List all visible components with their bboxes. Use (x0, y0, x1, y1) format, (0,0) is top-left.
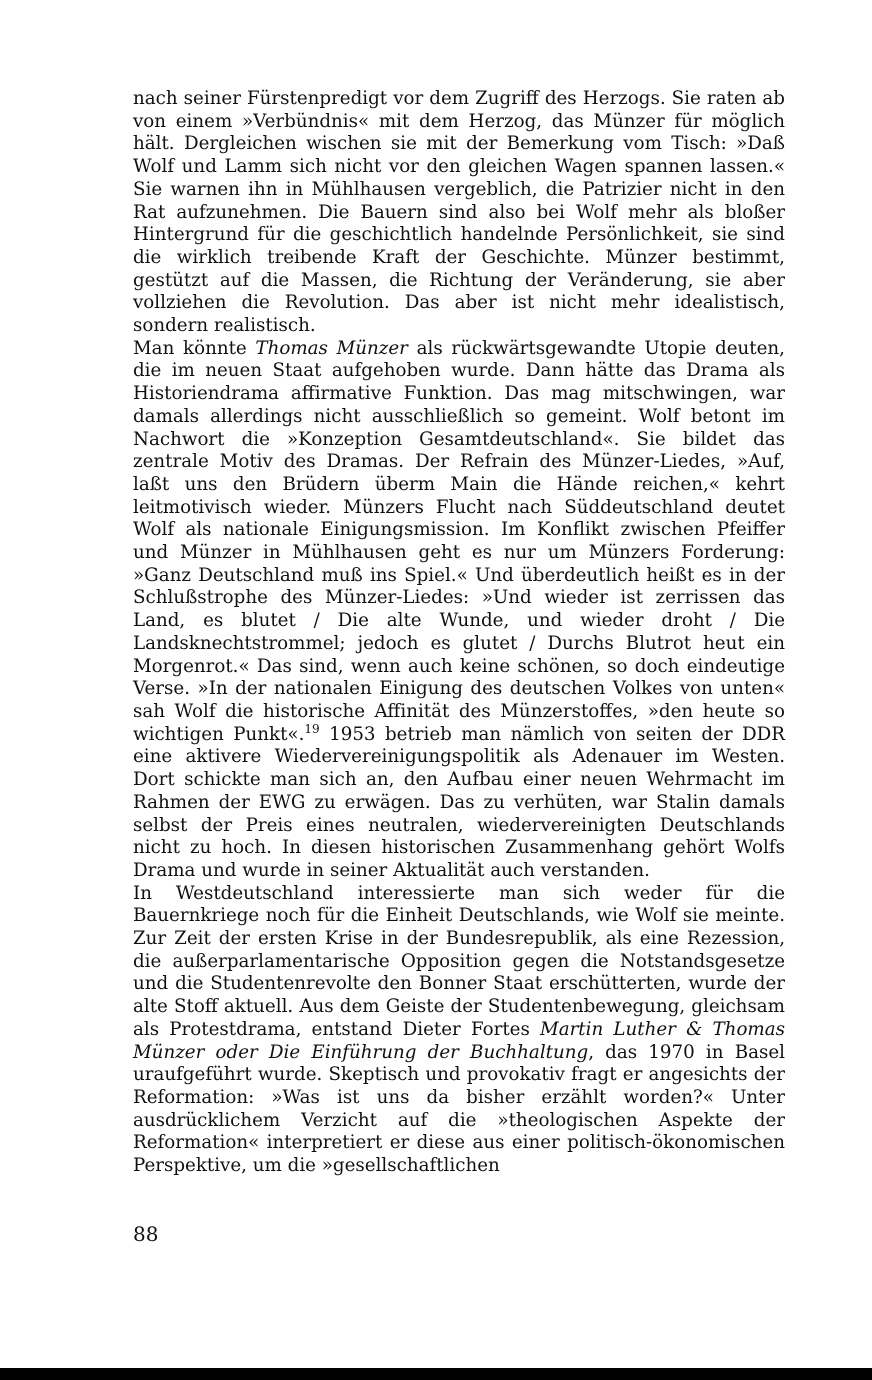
text-segment: , das 1970 in Basel uraufgeführt wurde. Skeptisch und provokativ fragt er angesichts der Reformation: »Was ist uns da bisher erzählt worden?« Unter ausdrücklichem Verzicht auf die »theologischen Aspekte der Reformation« interpretiert er diese aus einer politisch-ökonomischen Perspektive, um die »gesellschaftlichen (133, 1041, 786, 1177)
body-text (133, 88, 785, 1178)
paragraph (133, 88, 785, 338)
text-segment: 1953 betrieb man nämlich von seiten der DDR eine aktivere Wiedervereinigungspolitik als Adenauer im Westen. Dort schickte man sich an, den Aufbau einer neuen Wehrmacht im Rahmen der EWG zu erwägen. Das zu verhüten, war Stalin damals selbst der Preis eines neutralen, wiedervereinigten Deutschlands nicht zu hoch. In diesen historischen Zusammenhang gehört Wolfs Drama und wurde in seiner Aktualität auch verstanden. (133, 723, 785, 881)
page-number: 88 (133, 1222, 159, 1246)
text-segment: In Westdeutschland interessierte man sich weder für die Bauernkriege noch für die Einheit Deutschlands, wie Wolf sie meinte. Zur Zeit der ersten Krise in der Bundesrepublik, als eine Rezession, die außerparlamentarische Opposition gegen die Notstandsgesetze und die Studentenrevolte den Bonner Staat erschütterten, wurde der alte Stoff aktuell. Aus dem Geiste der Studentenbewegung, gleichsam als Protestdrama, entstand Dieter Fortes (133, 882, 785, 1040)
text-segment: nach seiner Fürstenpredigt vor dem Zugriff des Herzogs. Sie raten ab von einem »Verbündnis« mit dem Herzog, das Münzer für möglich hält. Dergleichen wischen sie mit der Bemerkung vom Tisch: »Daß Wolf und Lamm sich nicht vor den gleichen Wagen spannen lassen.« Sie warnen ihn in Mühlhausen vergeblich, die Patrizier nicht in den Rat aufzunehmen. Die Bauern sind also bei Wolf mehr als bloßer Hintergrund für die geschichtlich handelnde Persönlichkeit, sie sind die wirklich treibende Kraft der Geschichte. Münzer bestimmt, gestützt auf die Massen, die Richtung der Veränderung, sie aber vollziehen die Revolution. Das aber ist nicht mehr idealistisch, sondern realistisch. (133, 88, 785, 337)
paragraph (133, 883, 785, 1178)
italic-title: Thomas Münzer (255, 337, 408, 359)
italic-title: Martin Luther & Thomas Münzer oder Die Einführung der Buchhaltung (133, 1018, 785, 1063)
text-segment: Man könnte (133, 337, 256, 359)
footnote-marker: 19 (304, 721, 320, 736)
text-segment: als rückwärtsgewandte Utopie deuten, die im neuen Staat aufgehoben wurde. Dann hätte das Drama als Historiendrama affirmative Funktion. Das mag mitschwingen, war damals allerdings nicht ausschließlich so gemeint. Wolf betont im Nachwort die »Konzeption Gesamtdeutschland«. Sie bildet das zentrale Motiv des Dramas. Der Refrain des Münzer-Liedes, »Auf, laßt uns den Brüdern überm Main die Hände reichen,« kehrt leitmotivisch wieder. Münzers Flucht nach Süddeutschland deutet Wolf als nationale Einigungsmission. Im Konflikt zwischen Pfeiffer und Münzer in Mühlhausen geht es nur um Münzers Forderung: »Ganz Deutschland muß ins Spiel.« Und überdeutlich heißt es in der Schlußstrophe des Münzer-Liedes: »Und wieder ist zerrissen das Land, es blutet / Die alte Wunde, und wieder droht / Die Landsknechtstrommel; jedoch es glutet / Durchs Blutrot heut ein Morgenrot.« Das sind, wenn auch keine schönen, so doch eindeutige Verse. »In der nationalen Einigung des deutschen Volkes von unten« sah Wolf die historische Affinität des Münzerstoffes, »den heute so wichtigen Punkt«. (133, 337, 785, 745)
paragraph (133, 338, 785, 883)
